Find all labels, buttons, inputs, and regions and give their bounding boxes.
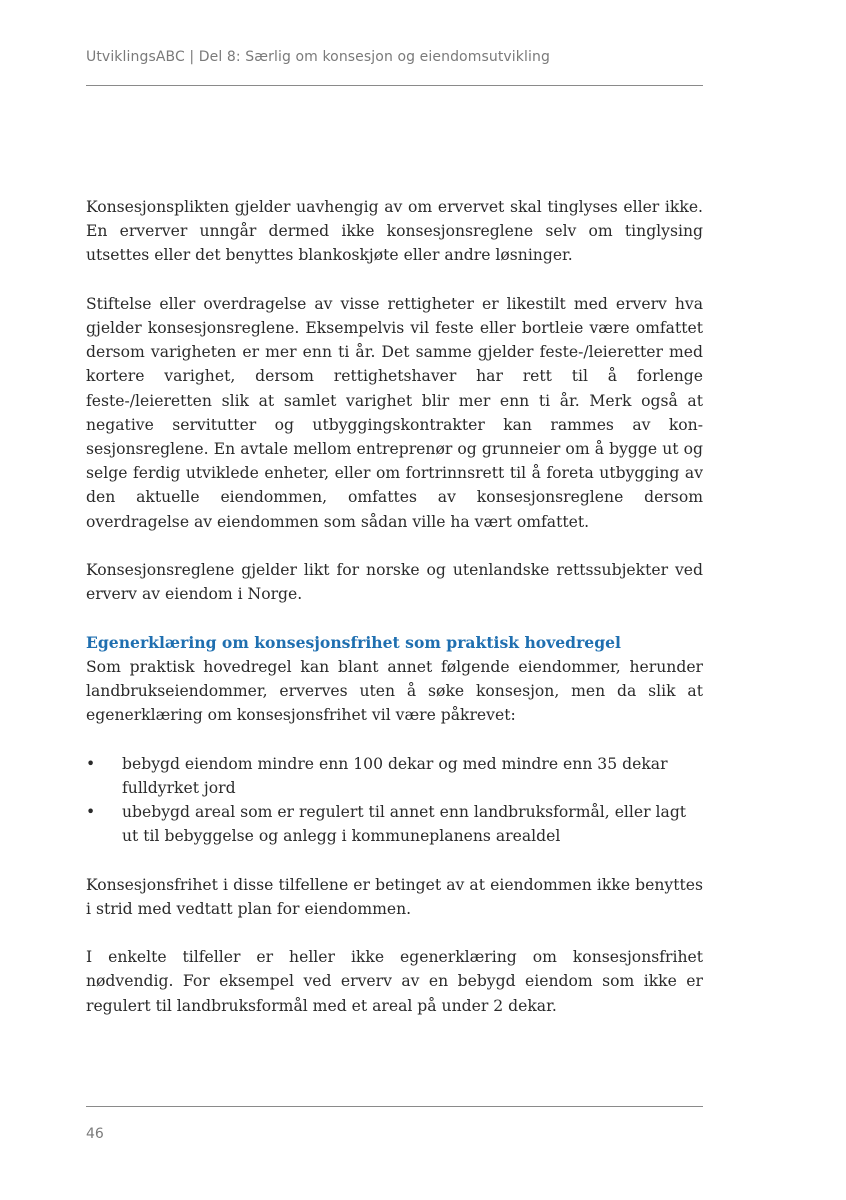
page-number: 46 [86, 1126, 104, 1142]
list-item [86, 800, 703, 848]
list-item-text: bebygd eiendom mindre enn 100 dekar og med mindre enn 35 dekar fulldyrket jord [122, 754, 668, 797]
paragraph-no-declaration: I enkelte tilfeller er heller ikke egenerklæring om konsesjonsfrihet nødvendig. For eksempel ved erverv av en bebygd eiendom som ikke er regulert til landbruksformål med et areal på under 2 dekar. [86, 948, 703, 1015]
section-heading: Egenerklæring om konsesjonsfrihet som praktisk hovedregel [86, 632, 621, 652]
body-text [86, 195, 703, 1042]
paragraph-rights-transfer: Stiftelse eller overdragelse av visse rettigheter er likestilt med erverv hva gjelder konsesjonsreglene. Eksempelvis vil feste eller bortleie være omfattet dersom varigheten er mer enn ti år. Det samme gjelder feste-/leieretter med kortere varighet, dersom rettighetshaver har rett til å forlenge feste-/leieretten slik at samlet varighet blir mer enn ti år. Merk også at negative servitutter og utbyggingskontrakter kan rammes av konsesjonsreglene. En avtale mellom entreprenør og grunneier om å bygge ut og selge ferdig utviklede enheter, eller om fortrinnsrett til å foreta utbygging av den aktuelle eiendommen, omfattes av konsesjonsreglene dersom overdragelse av eiendommen som sådan ville ha vært omfattet. [86, 294, 703, 531]
header-divider [86, 85, 703, 86]
footer-divider [86, 1106, 703, 1107]
running-header: UtviklingsABC | Del 8: Særlig om konsesjon og eiendomsutvikling [86, 49, 550, 65]
bullet-icon: • [86, 754, 96, 773]
list-item-text: ubebygd areal som er regulert til annet enn landbruksformål, eller lagt ut til bebyggelse og anlegg i kommuneplanens arealdel [122, 803, 687, 846]
bullet-icon: • [86, 803, 96, 822]
list-item [86, 752, 703, 800]
exemption-list [86, 752, 703, 849]
paragraph-main-rule: Som praktisk hovedregel kan blant annet følgende eiendommer, herunder landbrukseiendommer, erverves uten å søke konsesjon, men da slik at egenerklæring om konsesjonsfrihet vil være påkrevet: [86, 657, 703, 725]
paragraph-consession-registration: Konsesjonsplikten gjelder uavhengig av om ervervet skal tinglyses eller ikke. En erverver unngår dermed ikke konsesjonsreglene selv om tinglysing utsettes eller det benyttes blankoskjøte eller andre løsninger. [86, 198, 703, 265]
paragraph-condition: Konsesjonsfrihet i disse tilfellene er betinget av at eiendommen ikke benyttes i strid med vedtatt plan for eiendommen. [86, 875, 703, 918]
paragraph-foreign-entities: Konsesjonsreglene gjelder likt for norske og utenlandske rettssubjekter ved erverv av eiendom i Norge. [86, 561, 703, 604]
